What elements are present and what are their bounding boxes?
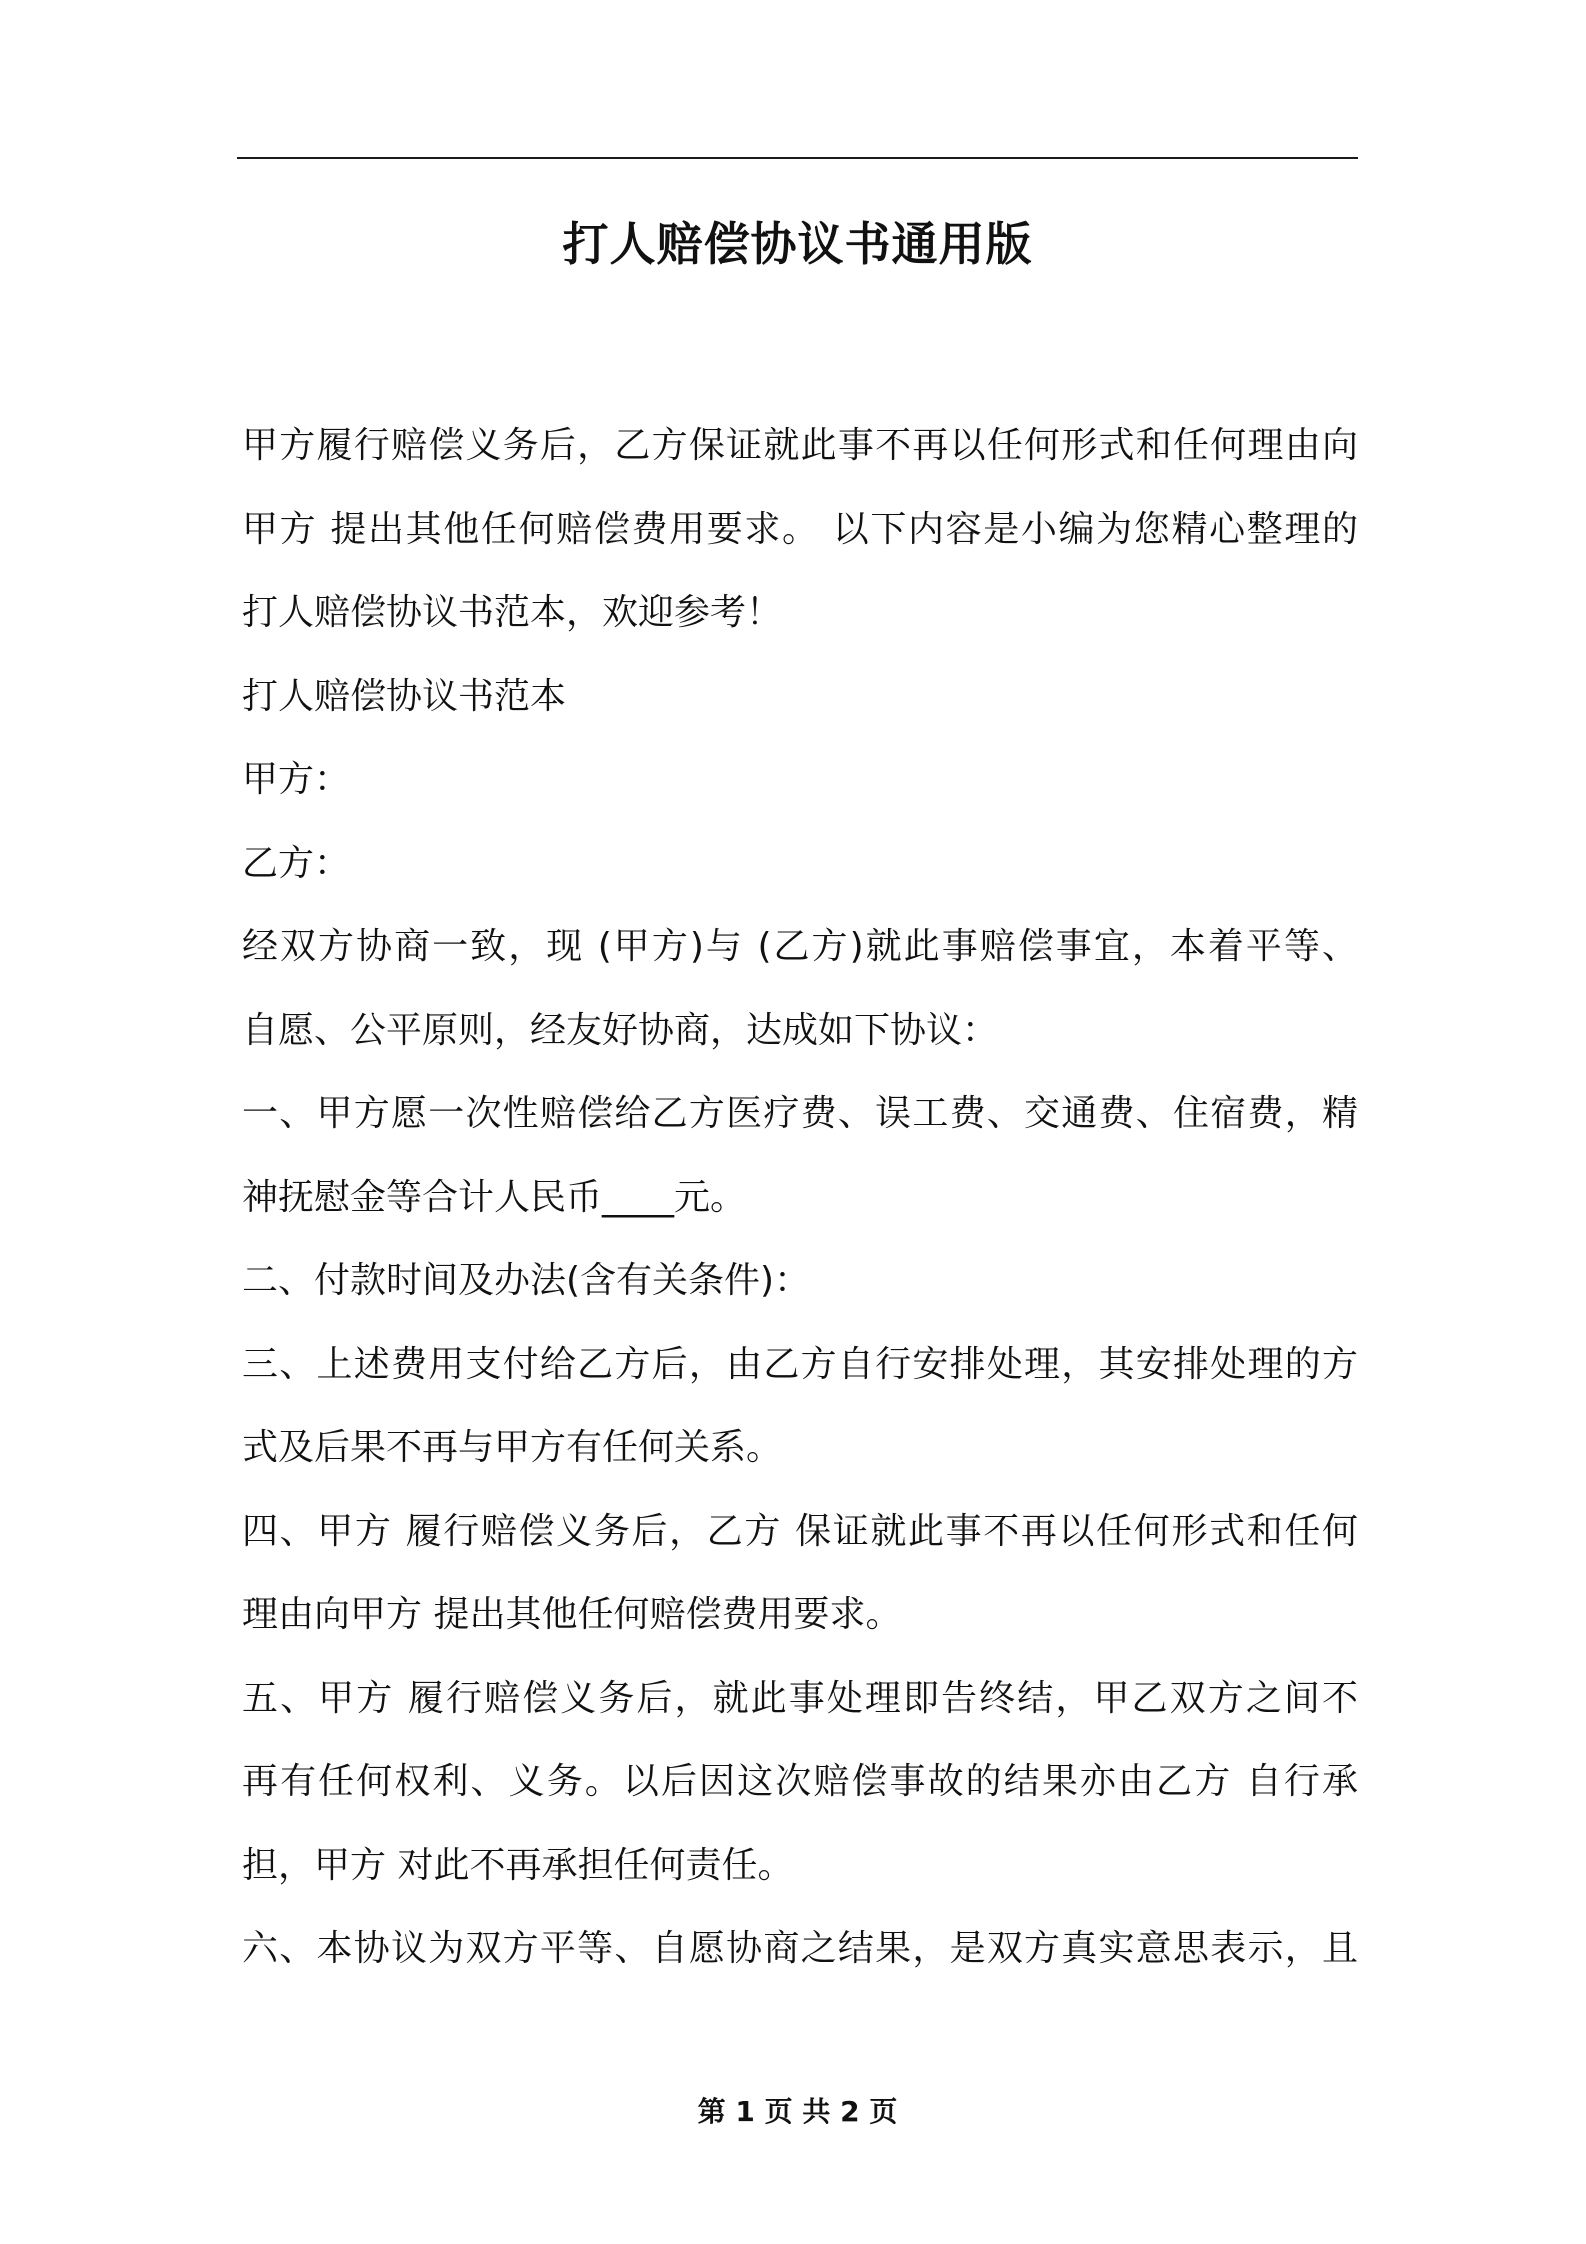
- body-line: 再有任何权利、义务。以后因这次赔偿事故的结果亦由乙方 自行承: [242, 1761, 1358, 1802]
- body-line: 六、本协议为双方平等、自愿协商之结果，是双方真实意思表示，且: [242, 1928, 1358, 1969]
- document-title: 打人赔偿协议书通用版: [562, 217, 1033, 271]
- body-line: 理由向甲方 提出其他任何赔偿费用要求。: [242, 1594, 902, 1635]
- body-line: 五、甲方 履行赔偿义务后，就此事处理即告终结，甲乙双方之间不: [242, 1677, 1358, 1719]
- body-line: 一、甲方愿一次性赔偿给乙方医疗费、误工费、交通费、住宿费，精: [242, 1093, 1358, 1134]
- body-line: 甲方 提出其他任何赔偿费用要求。 以下内容是小编为您精心整理的: [242, 508, 1358, 550]
- document-body: [242, 404, 1358, 1991]
- body-line: 甲方：: [242, 759, 351, 800]
- body-line: 四、甲方 履行赔偿义务后，乙方 保证就此事不再以任何形式和任何: [242, 1510, 1358, 1552]
- page-indicator: 第 1 页 共 2 页: [697, 2095, 898, 2128]
- body-line: 自愿、公平原则，经友好协商，达成如下协议：: [242, 1009, 999, 1051]
- header-rule: [237, 157, 1358, 159]
- body-line: 打人赔偿协议书范本: [242, 675, 567, 717]
- body-line: 经双方协商一致，现 (甲方)与 (乙方)就此事赔偿事宜，本着平等、: [242, 926, 1358, 967]
- body-line: 打人赔偿协议书范本，欢迎参考！: [242, 592, 783, 633]
- body-line: 三、上述费用支付给乙方后，由乙方自行安排处理，其安排处理的方: [242, 1343, 1358, 1385]
- body-line: 甲方履行赔偿义务后，乙方保证就此事不再以任何形式和任何理由向: [242, 425, 1358, 466]
- body-line: 乙方：: [242, 842, 351, 884]
- body-line: 担，甲方 对此不再承担任何责任。: [242, 1844, 794, 1886]
- body-line: 式及后果不再与甲方有任何关系。: [242, 1427, 783, 1468]
- body-line: 二、付款时间及办法(含有关条件)：: [242, 1260, 811, 1301]
- body-line: 神抚慰金等合计人民币____元。: [242, 1176, 747, 1218]
